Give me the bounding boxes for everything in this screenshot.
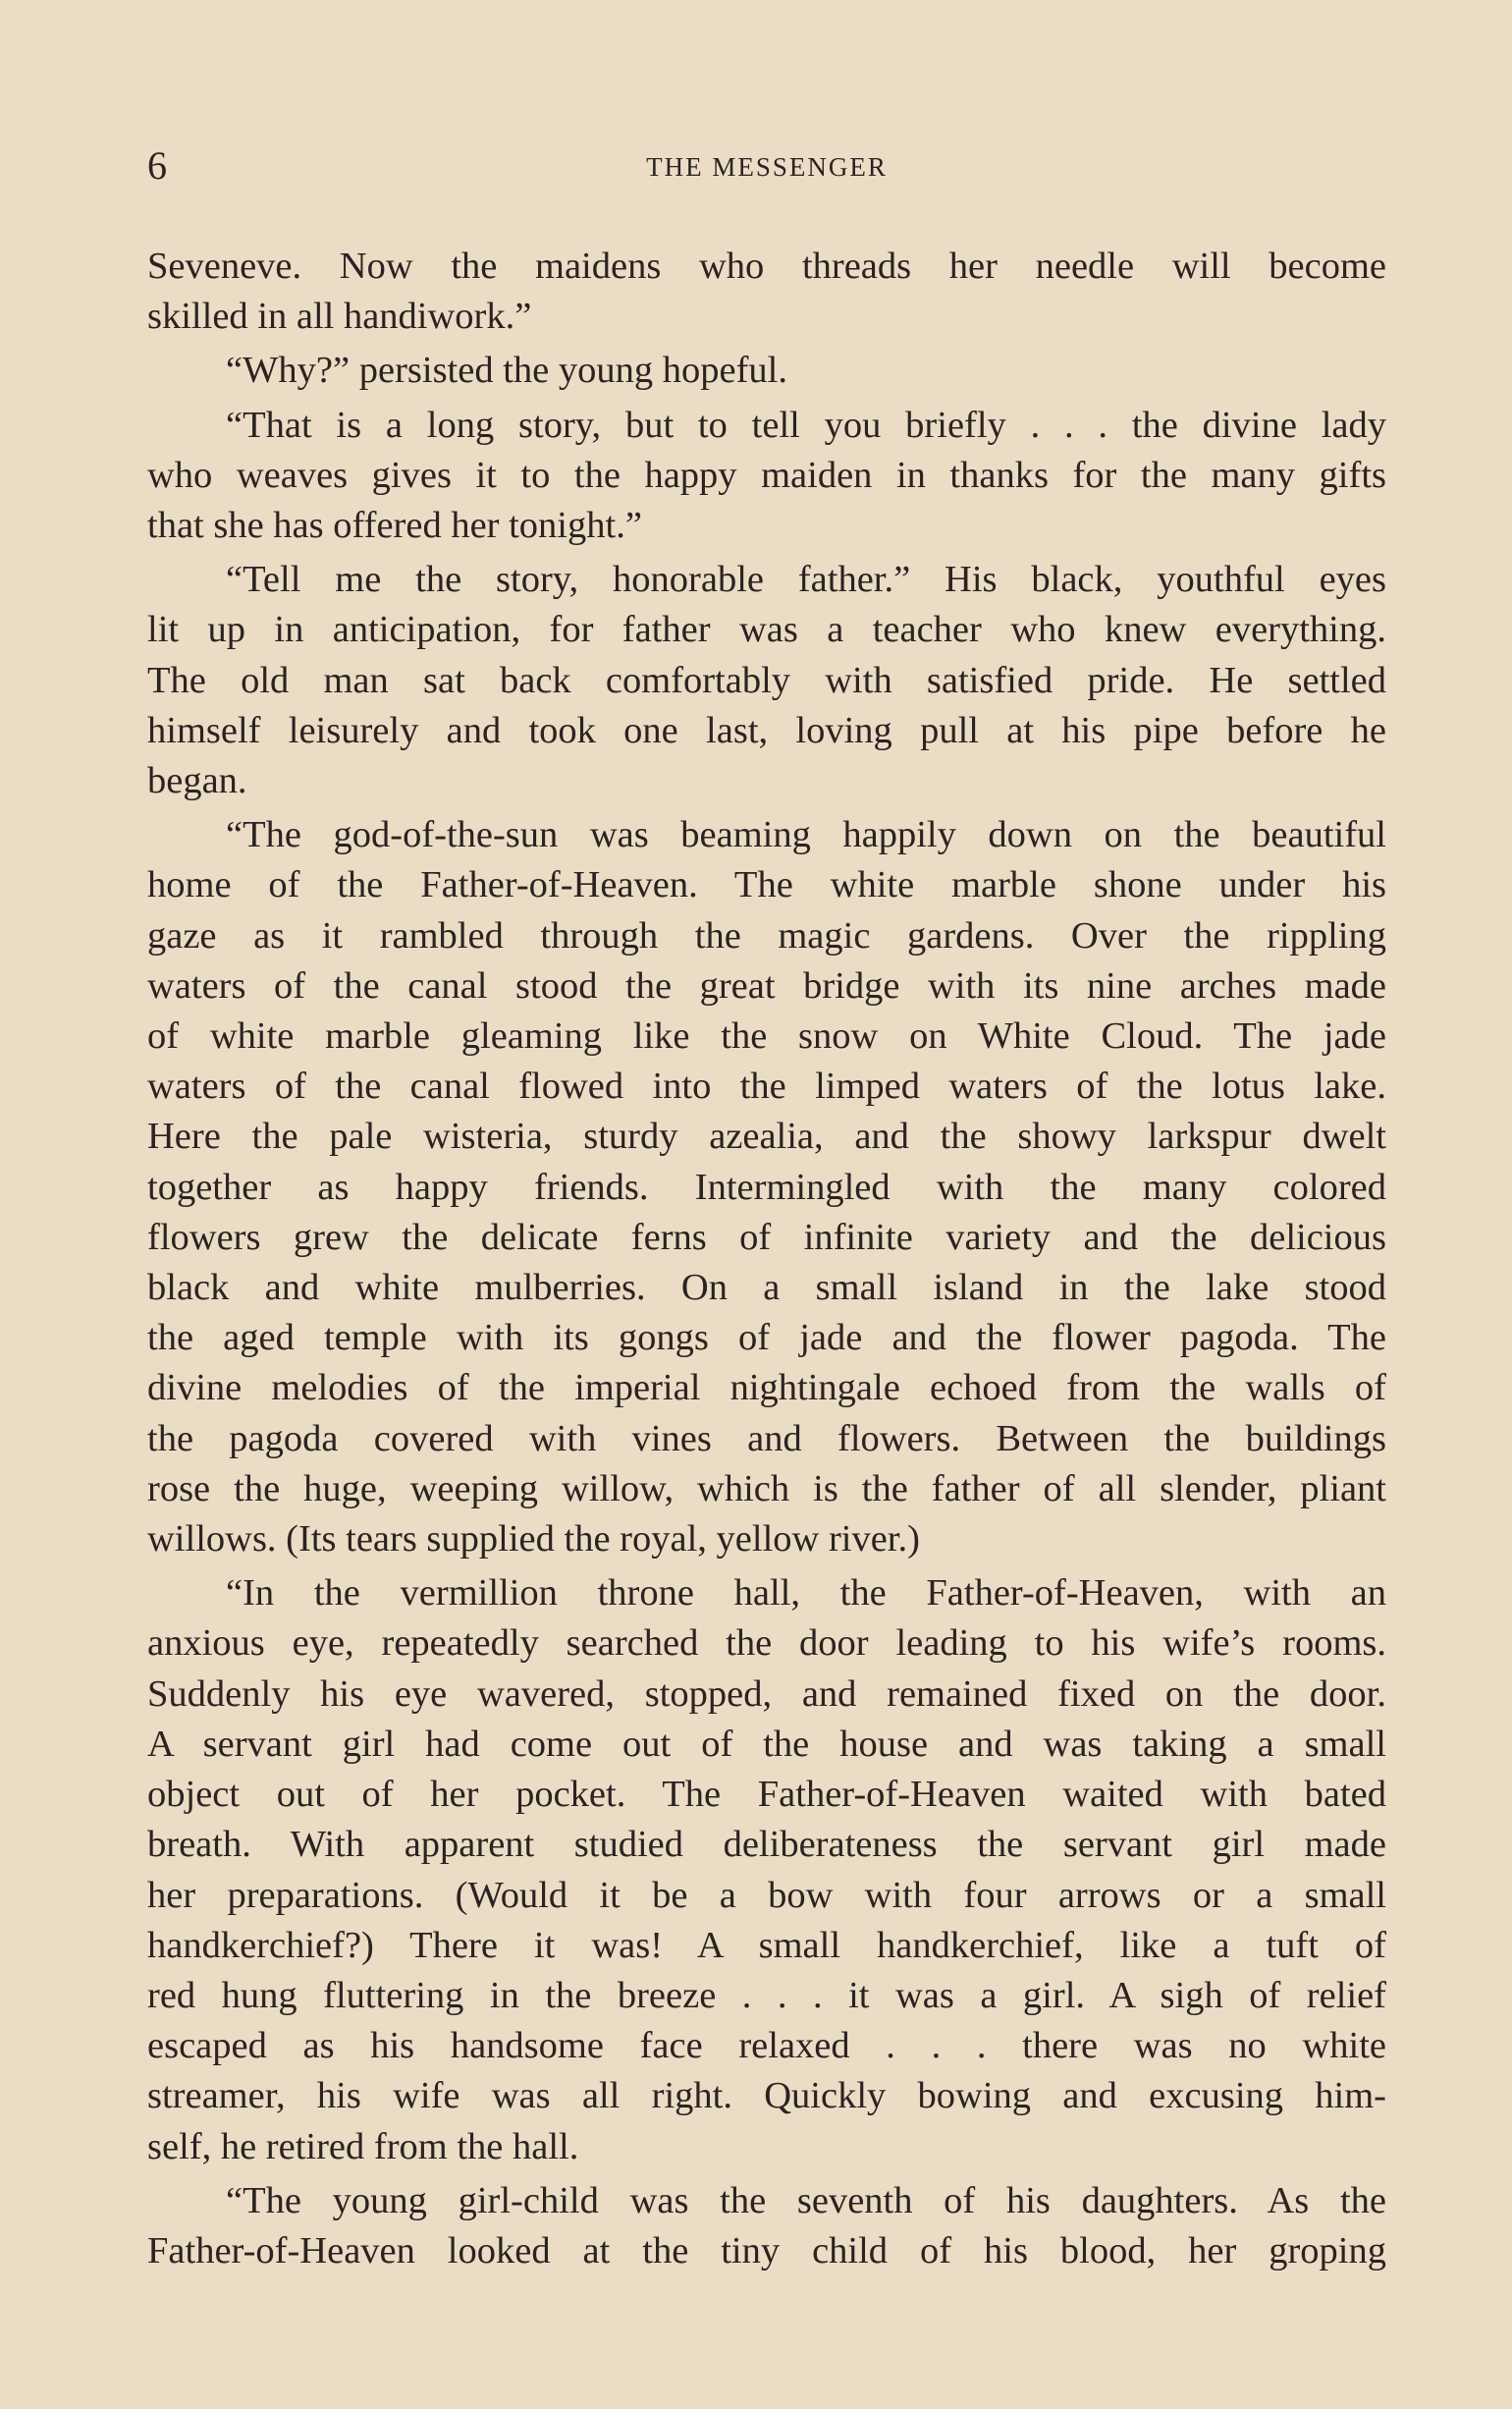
text-line: anxious eye, repeatedly searched the door leading to his wife’s rooms. [147,1622,1386,1665]
text-line: breath. With apparent studied deliberateness the servant girl made [147,1824,1386,1866]
text-line: “Tell me the story, honorable father.” His black, youthful eyes [226,559,1386,601]
text-line: together as happy friends. Intermingled with the many colored [147,1166,1386,1208]
text-line: handkerchief?) There it was! A small handkerchief, like a tuft of [147,1924,1386,1966]
text-line: who weaves gives it to the happy maiden in thanks for the many gifts [147,454,1386,496]
text-line: self, he retired from the hall. [147,2125,579,2167]
text-line: A servant girl had come out of the house and was taking a small [147,1723,1386,1765]
text-line: divine melodies of the imperial nightingale echoed from the walls of [147,1367,1386,1409]
text-line: the aged temple with its gongs of jade and the flower pagoda. The [147,1317,1386,1359]
running-head [147,141,1386,191]
text-line: that she has offered her tonight.” [147,505,642,547]
page-number: 6 [147,143,167,188]
running-title: THE MESSENGER [646,152,888,182]
text-line: “The young girl-child was the seventh of his daughters. As the [226,2179,1386,2221]
paragraph [147,2176,1386,2276]
text-line: began. [147,760,247,802]
text-line: skilled in all handiwork.” [147,296,532,338]
text-line: her preparations. (Would it be a bow with four arrows or a small [147,1874,1386,1916]
text-line: red hung fluttering in the breeze . . . it was a girl. A sigh of relief [147,1974,1386,2016]
text-line: gaze as it rambled through the magic gardens. Over the rippling [147,914,1386,957]
text-line: lit up in anticipation, for father was a teacher who knew everything. [147,609,1386,651]
text-line: “That is a long story, but to tell you briefly . . . the divine lady [226,404,1386,446]
text-line: Father-of-Heaven looked at the tiny child of his blood, her groping [147,2229,1386,2272]
text-line: “Why?” persisted the young hopeful. [226,350,787,392]
paragraph [147,346,1386,396]
text-line: streamer, his wife was all right. Quickly bowing and excusing him- [147,2075,1386,2117]
text-line: waters of the canal stood the great bridge with its nine arches made [147,964,1386,1007]
paragraph [147,555,1386,806]
text-line: Suddenly his eye wavered, stopped, and remained fixed on the door. [147,1672,1386,1715]
text-line: waters of the canal flowed into the limped waters of the lotus lake. [147,1066,1386,1108]
text-line: Seveneve. Now the maidens who threads her needle will become [147,246,1386,287]
text-line: flowers grew the delicate ferns of infinite variety and the delicious [147,1216,1386,1258]
text-line: himself leisurely and took one last, loving pull at his pipe before he [147,709,1386,751]
text-line: black and white mulberries. On a small island in the lake stood [147,1267,1386,1309]
text-line: The old man sat back comfortably with satisfied pride. He settled [147,659,1386,701]
text-line: “The god-of-the-sun was beaming happily down on the beautiful [226,814,1386,856]
paragraph [147,1568,1386,2171]
paragraph [147,401,1386,552]
text-line: home of the Father-of-Heaven. The white marble shone under his [147,864,1386,906]
text-line: willows. (Its tears supplied the royal, yellow river.) [147,1518,920,1560]
paragraph [147,242,1386,342]
text-line: the pagoda covered with vines and flowers. Between the buildings [147,1417,1386,1459]
text-line: Here the pale wisteria, sturdy azealia, and the showy larkspur dwelt [147,1116,1386,1158]
text-line: escaped as his handsome face relaxed . . . there was no white [147,2025,1386,2067]
text-line: object out of her pocket. The Father-of-Heaven waited with bated [147,1774,1386,1816]
text-line: “In the vermillion throne hall, the Father-of-Heaven, with an [226,1572,1386,1615]
text-line: of white marble gleaming like the snow on White Cloud. The jade [147,1015,1386,1058]
paragraph [147,810,1386,1564]
text-line: rose the huge, weeping willow, which is the father of all slender, pliant [147,1467,1386,1509]
body-text [147,242,1386,2280]
